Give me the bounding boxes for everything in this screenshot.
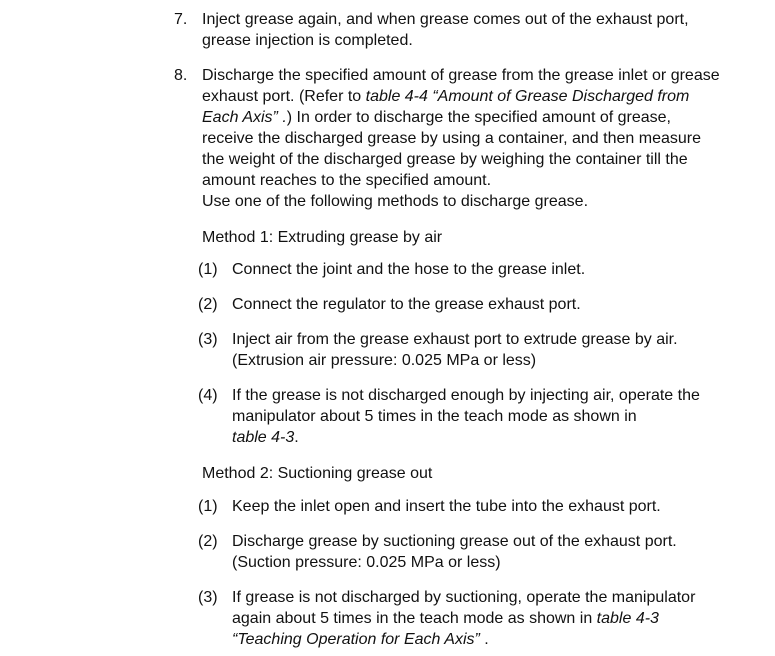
method-2-item-3 — [198, 587, 738, 650]
table-reference: table 4-4 “Amount of Grease Discharged from Each Axis” . — [202, 88, 690, 126]
item-number: (4) — [198, 387, 218, 404]
step-text — [202, 65, 724, 212]
method-1-item-3 — [198, 329, 738, 371]
step-8 — [174, 65, 734, 212]
step-text-a: Discharge the specified amount of grease from the grease inlet or grease exhaust port. (Refer to — [202, 67, 720, 105]
item-number: (2) — [198, 296, 218, 313]
step-number: 7. — [174, 11, 188, 28]
item-text-tail: . — [479, 631, 489, 648]
item-number: (3) — [198, 331, 218, 348]
method-2-item-2 — [198, 531, 738, 573]
table-reference: table 4-3 “Teaching Operation for Each Axis” — [232, 610, 659, 648]
item-text-note: (Extrusion air pressure: 0.025 MPa or less) — [232, 352, 537, 369]
item-number: (1) — [198, 261, 218, 278]
method-1-item-2 — [198, 294, 738, 315]
method-1-item-1 — [198, 259, 738, 280]
method-2-item-1 — [198, 496, 738, 517]
step-number: 8. — [174, 67, 188, 84]
item-number: (2) — [198, 533, 218, 550]
item-text: Keep the inlet open and insert the tube into the exhaust port. — [232, 498, 661, 515]
item-text-main: Inject air from the grease exhaust port to extrude grease by air. — [232, 331, 678, 348]
method-1-item-4 — [198, 385, 738, 448]
method-2-title: Method 2: Suctioning grease out — [202, 465, 433, 482]
item-text-tail: . — [294, 429, 299, 446]
step-7 — [174, 9, 734, 51]
table-reference: table 4-3 — [232, 429, 295, 446]
item-text: Connect the joint and the hose to the grease inlet. — [232, 261, 586, 278]
item-text — [232, 587, 720, 650]
item-text — [232, 385, 712, 448]
item-number: (1) — [198, 498, 218, 515]
item-text-main: Discharge grease by suctioning grease out of the exhaust port. — [232, 533, 677, 550]
item-text — [232, 531, 738, 573]
step-text-c: Use one of the following methods to discharge grease. — [202, 193, 589, 210]
item-text-note: (Suction pressure: 0.025 MPa or less) — [232, 554, 501, 571]
item-text-main: If the grease is not discharged enough by injecting air, operate the manipulator about 5 times in the teach mode as shown in — [232, 387, 700, 425]
item-number: (3) — [198, 589, 218, 606]
step-text: Inject grease again, and when grease comes out of the exhaust port, grease injection is completed. — [202, 11, 689, 49]
item-text — [232, 329, 738, 371]
item-text: Connect the regulator to the grease exhaust port. — [232, 296, 581, 313]
step-text-b: ) In order to discharge the specified amount of grease, receive the discharged grease by using a container, and then measure the weight of the discharged grease by weighing the container till the amount reaches to the specified amount. — [202, 109, 701, 189]
item-text-main: If grease is not discharged by suctioning, operate the manipulator again about 5 times in the teach mode as shown in — [232, 589, 696, 627]
method-1-title: Method 1: Extruding grease by air — [202, 229, 443, 246]
